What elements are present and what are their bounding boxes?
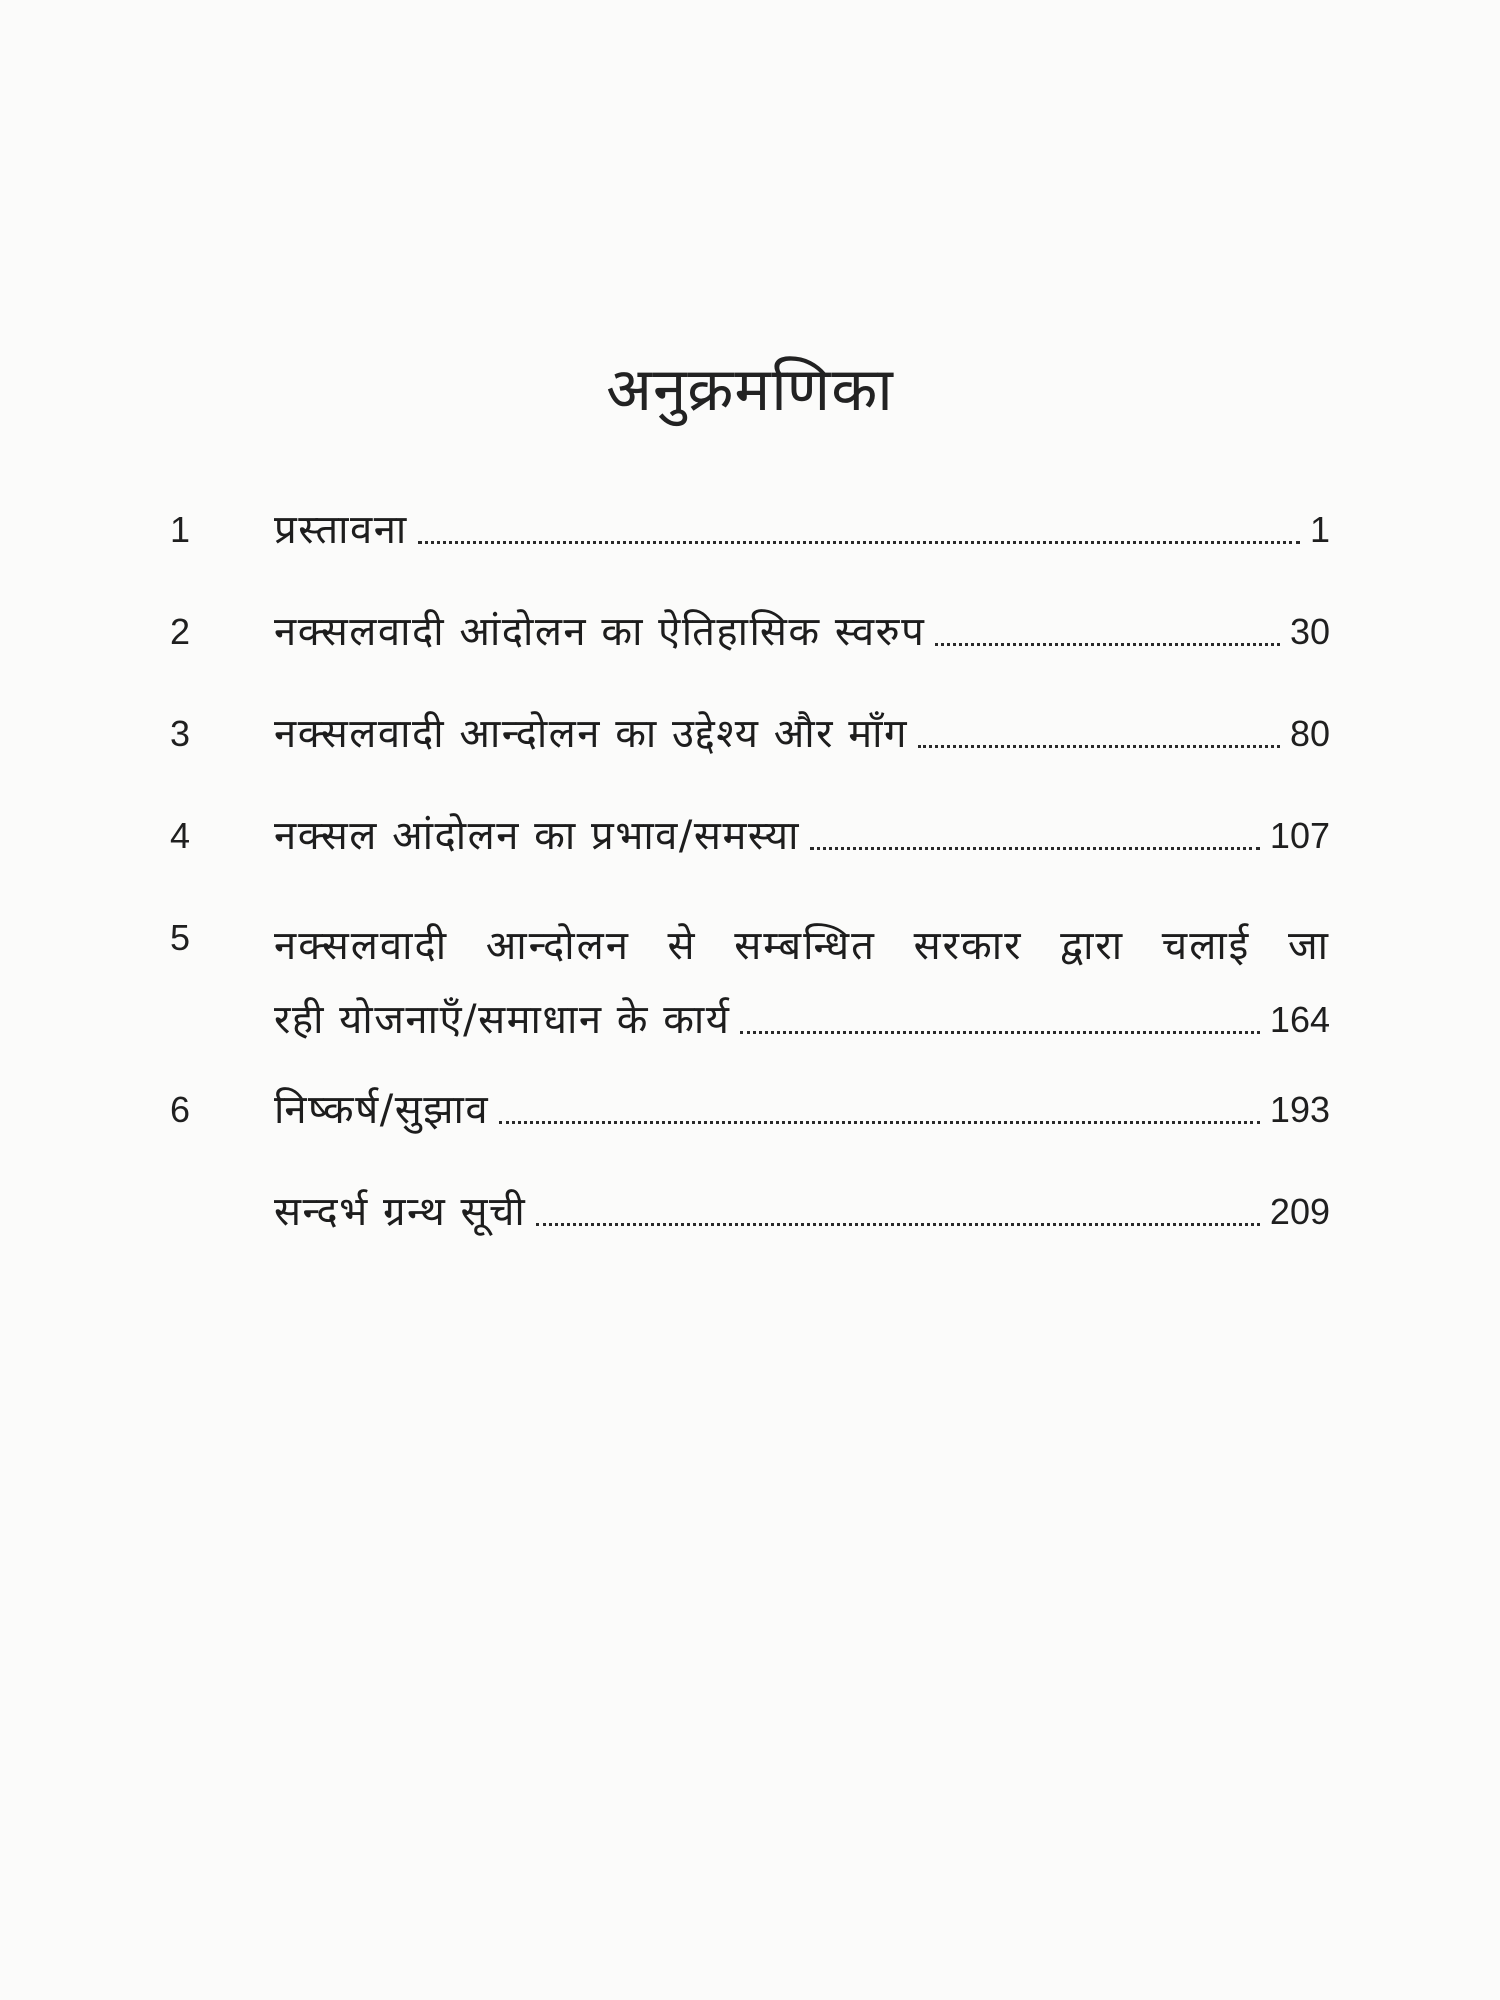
dot-leader xyxy=(935,643,1280,646)
entry-line xyxy=(274,1182,1330,1242)
entry-page-number: 193 xyxy=(1269,1089,1330,1130)
dot-leader xyxy=(418,541,1300,544)
entry-line xyxy=(274,500,1330,560)
entry-title-line-2: रही योजनाएँ/समाधान के कार्य xyxy=(274,997,731,1043)
entry-body xyxy=(274,704,1330,764)
entry-number: 1 xyxy=(170,509,191,550)
entry-title-line-1: नक्सलवादी आन्दोलन से सम्बन्धित सरकार द्वारा चलाई जा xyxy=(274,923,1330,969)
dot-leader xyxy=(536,1223,1260,1226)
entry-number: 4 xyxy=(170,815,191,856)
entry-title: नक्सलवादी आन्दोलन का उद्देश्य और माँग xyxy=(274,711,908,757)
entry-line xyxy=(274,806,1330,866)
entry-title: निष्कर्ष/सुझाव xyxy=(274,1087,490,1133)
dot-leader xyxy=(740,1031,1259,1034)
entry-number: 6 xyxy=(170,1089,191,1130)
entry-page-number: 164 xyxy=(1269,999,1330,1040)
entry-line xyxy=(274,704,1330,764)
dot-leader xyxy=(810,847,1260,850)
entry-body xyxy=(274,602,1330,662)
entry-title: नक्सलवादी आंदोलन का ऐतिहासिक स्वरुप xyxy=(274,609,926,655)
entry-number: 2 xyxy=(170,611,191,652)
entry-page-number: 209 xyxy=(1269,1191,1330,1232)
page-title: अनुक्रमणिका xyxy=(606,355,894,425)
entry-number: 3 xyxy=(170,713,191,754)
entry-body xyxy=(274,500,1330,560)
entry-body xyxy=(274,908,1330,1050)
entry-line xyxy=(274,990,1330,1050)
entry-body xyxy=(274,806,1330,866)
dot-leader xyxy=(499,1121,1260,1124)
entry-page-number: 107 xyxy=(1269,815,1330,856)
entry-line xyxy=(274,602,1330,662)
entry-body xyxy=(274,1080,1330,1140)
entry-title: नक्सल आंदोलन का प्रभाव/समस्या xyxy=(274,813,800,859)
entry-page-number: 30 xyxy=(1289,611,1330,652)
entry-body xyxy=(274,1182,1330,1242)
entry-title: प्रस्तावना xyxy=(274,507,408,553)
entry-page-number: 80 xyxy=(1289,713,1330,754)
entry-title: सन्दर्भ ग्रन्थ सूची xyxy=(274,1189,527,1235)
entry-number: 5 xyxy=(170,917,191,958)
entry-line xyxy=(274,1080,1330,1140)
dot-leader xyxy=(918,745,1280,748)
entry-first-line xyxy=(274,908,1330,976)
entry-page-number: 1 xyxy=(1309,509,1330,550)
